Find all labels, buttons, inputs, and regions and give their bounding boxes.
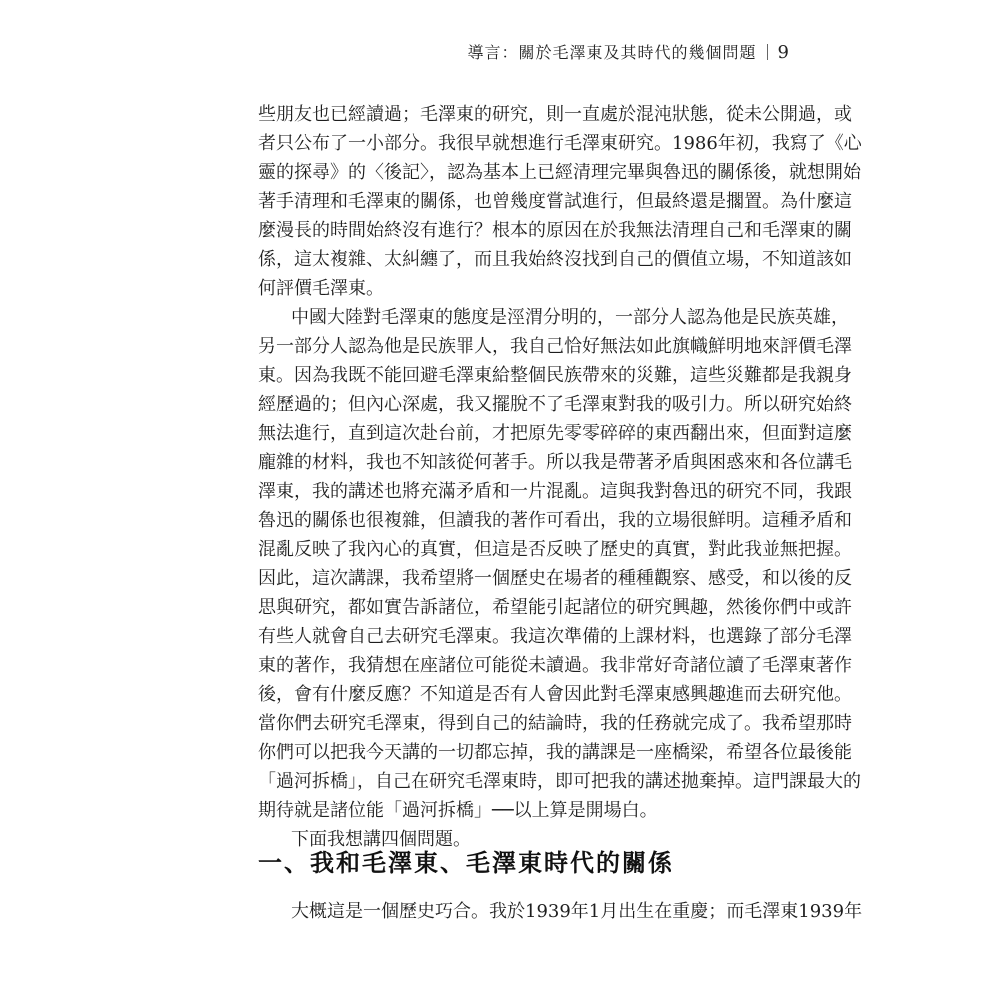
paragraph-line: 著手清理和毛澤東的關係，也曾幾度嘗試進行，但最終還是擱置。為什麼這 xyxy=(258,191,852,212)
page-number: 9 xyxy=(777,42,790,63)
paragraph-line: 大概這是一個歷史巧合。我於1939年1月出生在重慶；而毛澤東1939年 xyxy=(291,901,863,922)
paragraph-line: 因此，這次講課，我希望將一個歷史在場者的種種觀察、感受，和以後的反 xyxy=(258,568,852,589)
paragraph-line: 澤東，我的講述也將充滿矛盾和一片混亂。這與我對魯迅的研究不同，我跟 xyxy=(258,481,852,502)
paragraph-line: 思與研究，都如實告訴諸位，希望能引起諸位的研究興趣，然後你們中或許 xyxy=(258,597,852,618)
section-heading: 一、我和毛澤東、毛澤東時代的關係 xyxy=(258,848,674,877)
paragraph-line: 靈的探尋》的〈後記〉，認為基本上已經清理完畢與魯迅的關係後，就想開始 xyxy=(258,162,861,183)
paragraph-line: 期待就是諸位能「過河拆橋」──以上算是開場白。 xyxy=(258,800,658,821)
paragraph-line: 龐雜的材料，我也不知該從何著手。所以我是帶著矛盾與困惑來和各位講毛 xyxy=(258,452,852,473)
paragraph-line: 麼漫長的時間始終沒有進行？根本的原因在於我無法清理自己和毛澤東的關 xyxy=(258,220,852,241)
paragraph-line: 係，這太複雜、太糾纏了，而且我始終沒找到自己的價值立場，不知道該如 xyxy=(258,249,852,270)
paragraph-line: 另一部分人認為他是民族罪人，我自己恰好無法如此旗幟鮮明地來評價毛澤 xyxy=(258,336,852,357)
paragraph-line: 「過河拆橋」，自己在研究毛澤東時，即可把我的講述拋棄掉。這門課最大的 xyxy=(258,771,861,792)
paragraph-line: 者只公布了一小部分。我很早就想進行毛澤東研究。1986年初，我寫了《心 xyxy=(258,133,862,154)
running-header xyxy=(468,40,790,63)
paragraph-line: 你們可以把我今天講的一切都忘掉，我的講課是一座橋梁，希望各位最後能 xyxy=(258,742,852,763)
paragraph-line: 些朋友也已經讀過；毛澤東的研究，則一直處於混沌狀態，從未公開過，或 xyxy=(258,104,852,125)
paragraph-line: 後，會有什麼反應？不知道是否有人會因此對毛澤東感興趣進而去研究他。 xyxy=(258,684,852,705)
section-body xyxy=(258,897,863,926)
paragraph-line: 下面我想講四個問題。 xyxy=(291,829,471,850)
paragraph-line: 經歷過的；但內心深處，我又擺脫不了毛澤東對我的吸引力。所以研究始終 xyxy=(258,394,852,415)
header-divider xyxy=(767,44,768,60)
paragraph-line: 魯迅的關係也很複雜，但讀我的著作可看出，我的立場很鮮明。這種矛盾和 xyxy=(258,510,852,531)
body-text xyxy=(258,100,862,854)
paragraph-line: 無法進行，直到這次赴台前，才把原先零零碎碎的東西翻出來，但面對這麼 xyxy=(258,423,852,444)
paragraph-line: 混亂反映了我內心的真實，但這是否反映了歷史的真實，對此我並無把握。 xyxy=(258,539,852,560)
paragraph-line: 何評價毛澤東。 xyxy=(258,278,384,299)
running-header-title: 導言：關於毛澤東及其時代的幾個問題 xyxy=(467,43,757,62)
paragraph-line: 東的著作，我猜想在座諸位可能從未讀過。我非常好奇諸位讀了毛澤東著作 xyxy=(258,655,852,676)
paragraph-line: 當你們去研究毛澤東，得到自己的結論時，我的任務就完成了。我希望那時 xyxy=(258,713,852,734)
paragraph-line: 東。因為我既不能回避毛澤東給整個民族帶來的災難，這些災難都是我親身 xyxy=(258,365,852,386)
paragraph-line: 中國大陸對毛澤東的態度是涇渭分明的，一部分人認為他是民族英雄， xyxy=(291,307,849,328)
paragraph-line: 有些人就會自己去研究毛澤東。我這次準備的上課材料，也選錄了部分毛澤 xyxy=(258,626,852,647)
